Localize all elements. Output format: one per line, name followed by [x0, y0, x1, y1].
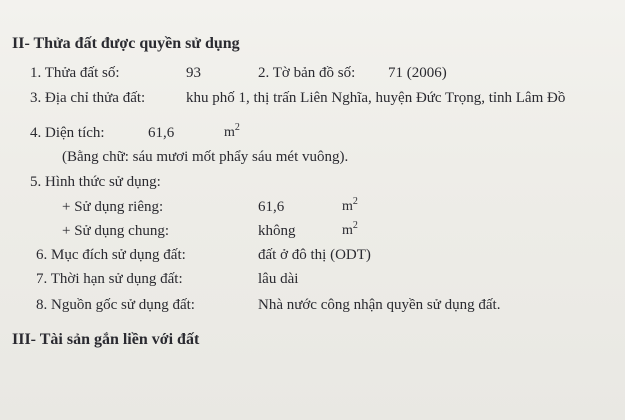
area-unit: $m^2$ [224, 122, 240, 140]
land-use-purpose-value: đất ở đô thị (ODT) [258, 247, 371, 263]
address-label: 3. Địa chỉ thửa đất: [30, 90, 146, 106]
usage-term-value: lâu dài [258, 271, 299, 287]
area-in-words: (Bằng chữ: sáu mươi mốt phẩy sáu mét vuông). [62, 149, 349, 165]
address-value: khu phố 1, thị trấn Liên Nghĩa, huyện Đức Trọng, tỉnh Lâm Đồ [186, 90, 566, 106]
usage-form-label: 5. Hình thức sử dụng: [30, 174, 161, 190]
private-use-value: 61,6 [258, 199, 285, 215]
private-use-label: + Sử dụng riêng: [62, 199, 164, 215]
usage-term-label: 7. Thời hạn sử dụng đất: [36, 271, 183, 287]
shared-use-label: + Sử dụng chung: [62, 223, 170, 239]
private-use-unit: $m^2$ [342, 196, 358, 214]
lot-number-value: 93 [186, 65, 201, 81]
section-2-title: II- Thửa đất được quyền sử dụng [12, 35, 240, 52]
shared-use-value: không [258, 223, 296, 239]
shared-use-unit: $m^2$ [342, 220, 358, 238]
land-use-purpose-label: 6. Mục đích sử dụng đất: [36, 247, 186, 263]
map-sheet-label: 2. Tờ bản đồ số: [258, 65, 356, 81]
area-label: 4. Diện tích: [30, 125, 105, 141]
lot-number-label: 1. Thửa đất số: [30, 65, 120, 81]
area-value: 61,6 [148, 125, 175, 141]
section-3-title: III- Tài sản gắn liền với đất [12, 331, 200, 348]
map-sheet-value: 71 (2006) [388, 65, 447, 81]
land-origin-label: 8. Nguồn gốc sử dụng đất: [36, 297, 195, 313]
land-origin-value: Nhà nước công nhận quyền sử dụng đất. [258, 297, 501, 313]
